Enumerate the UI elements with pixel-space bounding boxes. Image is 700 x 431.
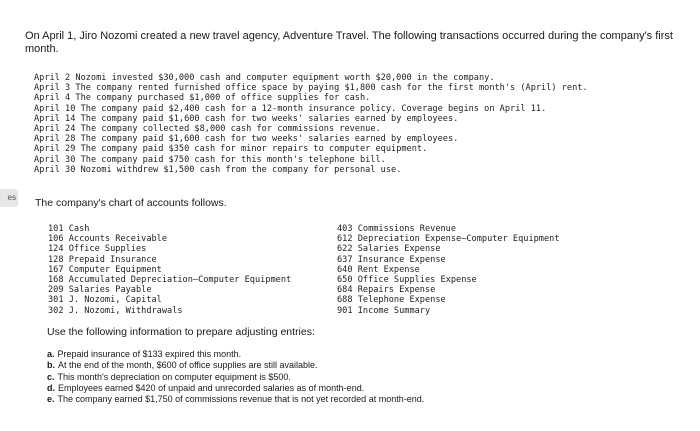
account-name: J. Nozomi, Withdrawals xyxy=(68,305,183,316)
transaction-text: The company rented furnished office space by paying $1,800 cash for the first month's (April) rent. xyxy=(75,83,588,94)
transaction-date: April 14 xyxy=(34,113,76,124)
account-name: Salaries Expense xyxy=(357,244,441,255)
account-number: 301 xyxy=(48,295,64,306)
transaction-date: April 10 xyxy=(34,103,76,114)
account-number: 640 xyxy=(337,264,353,275)
account-number: 650 xyxy=(337,275,353,286)
account-name: Accounts Receivable xyxy=(68,234,168,245)
side-panel-tab[interactable]: es xyxy=(0,189,18,207)
account-row xyxy=(337,285,560,295)
transaction-date: April 24 xyxy=(34,124,76,135)
transaction-text: The company purchased $1,000 of office supplies for cash. xyxy=(75,93,371,104)
adjustment-letter: c. xyxy=(47,371,55,382)
account-name: Repairs Expense xyxy=(357,285,436,296)
transaction-text: The company paid $1,600 cash for two weeks' salaries earned by employees. xyxy=(80,134,459,145)
transaction-date: April 30 xyxy=(34,154,76,165)
transaction-text: The company paid $750 cash for this month's telephone bill. xyxy=(80,154,386,165)
adjustment-text: Prepaid insurance of $133 expired this month. xyxy=(57,349,242,359)
adjustment-text: Employees earned $420 of unpaid and unrecorded salaries as of month-end. xyxy=(58,382,365,393)
account-name: Income Summary xyxy=(357,305,431,316)
account-row xyxy=(48,275,291,285)
transaction-row xyxy=(34,165,588,175)
transaction-date: April 2 xyxy=(34,73,71,83)
account-number: 106 xyxy=(48,234,64,245)
account-number: 101 xyxy=(48,224,64,234)
account-row xyxy=(48,285,291,295)
account-number: 622 xyxy=(337,244,353,255)
transaction-text: The company collected $8,000 cash for commissions revenue. xyxy=(80,124,381,135)
account-row xyxy=(337,295,560,305)
transaction-row xyxy=(34,155,588,165)
account-name: Depreciation Expense—Computer Equipment xyxy=(357,234,560,245)
account-number: 612 xyxy=(337,234,353,245)
account-row xyxy=(48,224,291,234)
transaction-date: April 29 xyxy=(34,144,76,155)
account-row xyxy=(48,306,291,316)
adjustment-letter: e. xyxy=(47,394,55,405)
account-row xyxy=(337,306,560,316)
adjustment-letter: b. xyxy=(47,360,55,371)
account-name: Computer Equipment xyxy=(68,264,162,275)
account-name: Accumulated Depreciation—Computer Equipment xyxy=(68,275,292,286)
adjustment-letter: d. xyxy=(47,382,55,393)
transaction-row xyxy=(34,114,588,124)
account-name: J. Nozomi, Capital xyxy=(68,295,162,306)
transaction-date: April 3 xyxy=(34,83,71,94)
adjustment-text: The company earned $1,750 of commissions revenue that is not yet recorded at month-end. xyxy=(57,394,425,405)
account-row xyxy=(337,224,560,234)
account-row xyxy=(337,244,560,254)
adjustment-text: This month's depreciation on computer equipment is $500. xyxy=(57,371,291,382)
adjustment-item xyxy=(47,383,424,394)
account-row xyxy=(48,295,291,305)
chart-of-accounts-intro: The company's chart of accounts follows. xyxy=(35,197,227,209)
account-row xyxy=(48,255,291,265)
transaction-text: The company paid $2,400 cash for a 12-month insurance policy. Coverage begins on April 11. xyxy=(80,103,547,114)
account-name: Office Supplies Expense xyxy=(357,275,477,286)
account-number: 688 xyxy=(337,295,353,306)
account-row xyxy=(337,255,560,265)
account-row xyxy=(337,234,560,244)
account-row xyxy=(337,265,560,275)
transaction-row xyxy=(34,124,588,134)
transaction-row xyxy=(34,144,588,154)
account-number: 209 xyxy=(48,285,64,296)
adjustment-item xyxy=(47,360,424,371)
adjustment-item xyxy=(47,349,424,360)
account-number: 901 xyxy=(337,305,353,316)
account-name: Commissions Revenue xyxy=(357,224,457,234)
account-number: 403 xyxy=(337,224,353,234)
transaction-date: April 28 xyxy=(34,134,76,145)
account-name: Prepaid Insurance xyxy=(68,254,157,265)
transaction-row xyxy=(34,73,588,83)
adjustment-text: At the end of the month, $600 of office supplies are still available. xyxy=(58,360,318,371)
transaction-row xyxy=(34,83,588,93)
transaction-text: The company paid $1,600 cash for two weeks' salaries earned by employees. xyxy=(80,113,459,124)
account-name: Telephone Expense xyxy=(357,295,446,306)
account-row xyxy=(337,275,560,285)
adjustment-letter: a. xyxy=(47,349,55,359)
account-number: 124 xyxy=(48,244,64,255)
accounts-list-right xyxy=(337,224,560,316)
account-number: 302 xyxy=(48,305,64,316)
accounts-list-left xyxy=(48,224,291,316)
account-number: 637 xyxy=(337,254,353,265)
account-number: 684 xyxy=(337,285,353,296)
transaction-row xyxy=(34,134,588,144)
transaction-text: Nozomi invested $30,000 cash and computer equipment worth $20,000 in the company. xyxy=(75,73,495,83)
account-name: Salaries Payable xyxy=(68,285,152,296)
account-number: 128 xyxy=(48,254,64,265)
transactions-list xyxy=(34,73,588,175)
adjustment-item xyxy=(47,372,424,383)
transaction-date: April 30 xyxy=(34,164,76,175)
account-number: 168 xyxy=(48,275,64,286)
account-name: Rent Expense xyxy=(357,264,420,275)
account-number: 167 xyxy=(48,264,64,275)
adjusting-entries-list xyxy=(47,349,424,405)
transaction-row xyxy=(34,104,588,114)
adjusting-entries-intro: Use the following information to prepare adjusting entries: xyxy=(47,326,315,338)
adjustment-item xyxy=(47,394,424,405)
account-name: Office Supplies xyxy=(68,244,147,255)
account-row xyxy=(48,234,291,244)
transaction-date: April 4 xyxy=(34,93,71,104)
account-row xyxy=(48,244,291,254)
transaction-row xyxy=(34,93,588,103)
account-row xyxy=(48,265,291,275)
transaction-text: Nozomi withdrew $1,500 cash from the company for personal use. xyxy=(80,164,402,175)
account-name: Cash xyxy=(68,224,90,234)
account-name: Insurance Expense xyxy=(357,254,446,265)
intro-paragraph: On April 1, Jiro Nozomi created a new travel agency, Adventure Travel. The following transactions occurred during the company's first month. xyxy=(25,30,673,55)
transaction-text: The company paid $350 cash for minor repairs to computer equipment. xyxy=(80,144,428,155)
